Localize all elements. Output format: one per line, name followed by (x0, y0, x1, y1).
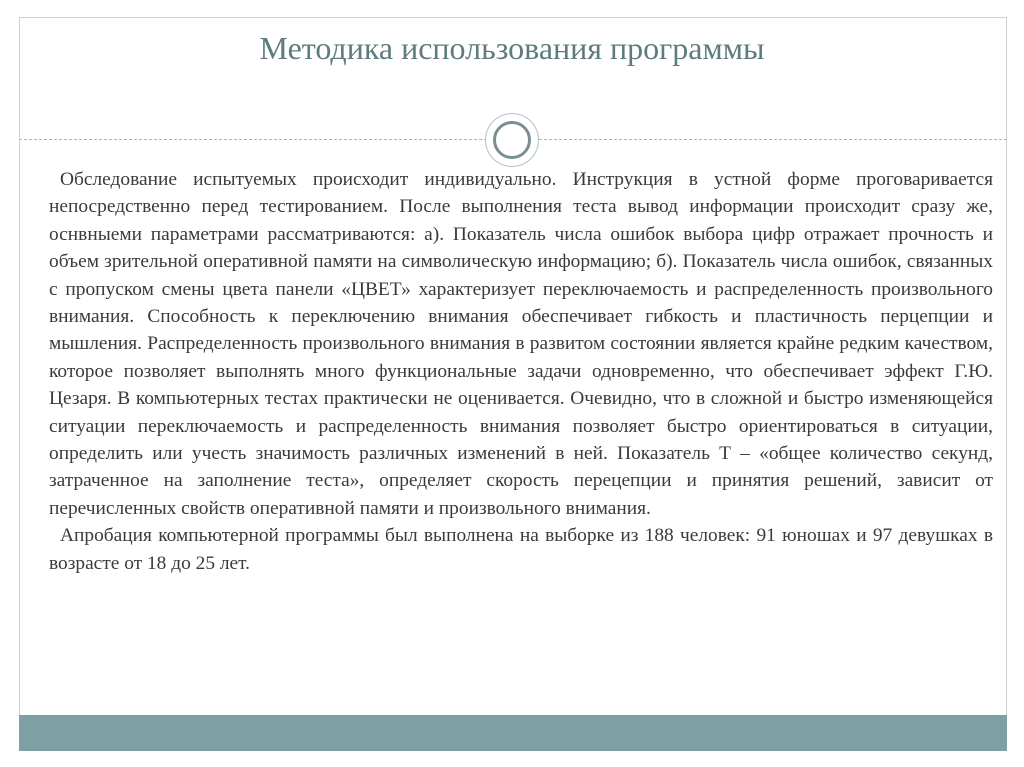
body-paragraph-1: Обследование испытуемых происходит индивидуально. Инструкция в устной форме проговаривается непосредственно перед тестированием. После выполнения теста вывод информации происходит сразу же, оснвныеми параметрами рассматриваются: а). Показатель числа ошибок выбора цифр отражает прочность и объем зрительной оперативной памяти на символическую информацию; б). Показатель числа ошибок, связанных с пропуском смены цвета панели «ЦВЕТ» характеризует переключаемость и распределенность произвольного внимания. Способность к переключению внимания обеспечивает гибкость и пластичность перцепции и мышления. Распределенность произвольного внимания в развитом состоянии является крайне редким качеством, которое позволяет выполнять много функциональные задачи одновременно, что обеспечивает эффект Г.Ю. Цезаря. В компьютерных тестах практически не оценивается. Очевидно, что в сложной и быстро изменяющейся ситуации переключаемость и распределенность внимания позволяет быстро ориентироваться в ситуации, определить или учесть значимость различных изменений в ней. Показатель Т – «общее количество секунд, затраченное на заполнение теста», определяет скорость перецепции и принятия решений, зависит от перечисленных свойств оперативной памяти и произвольного внимания. (49, 169, 993, 519)
slide-title: Методика использования программы (259, 30, 765, 66)
circle-ornament-icon (485, 113, 539, 167)
slide-body (49, 166, 993, 577)
footer-accent-bar (19, 715, 1007, 751)
body-paragraph-2: Апробация компьютерной программы был выполнена на выборке из 188 человек: 91 юношах и 97 девушках в возрасте от 18 до 25 лет. (49, 525, 993, 574)
circle-ornament-inner (493, 121, 531, 159)
